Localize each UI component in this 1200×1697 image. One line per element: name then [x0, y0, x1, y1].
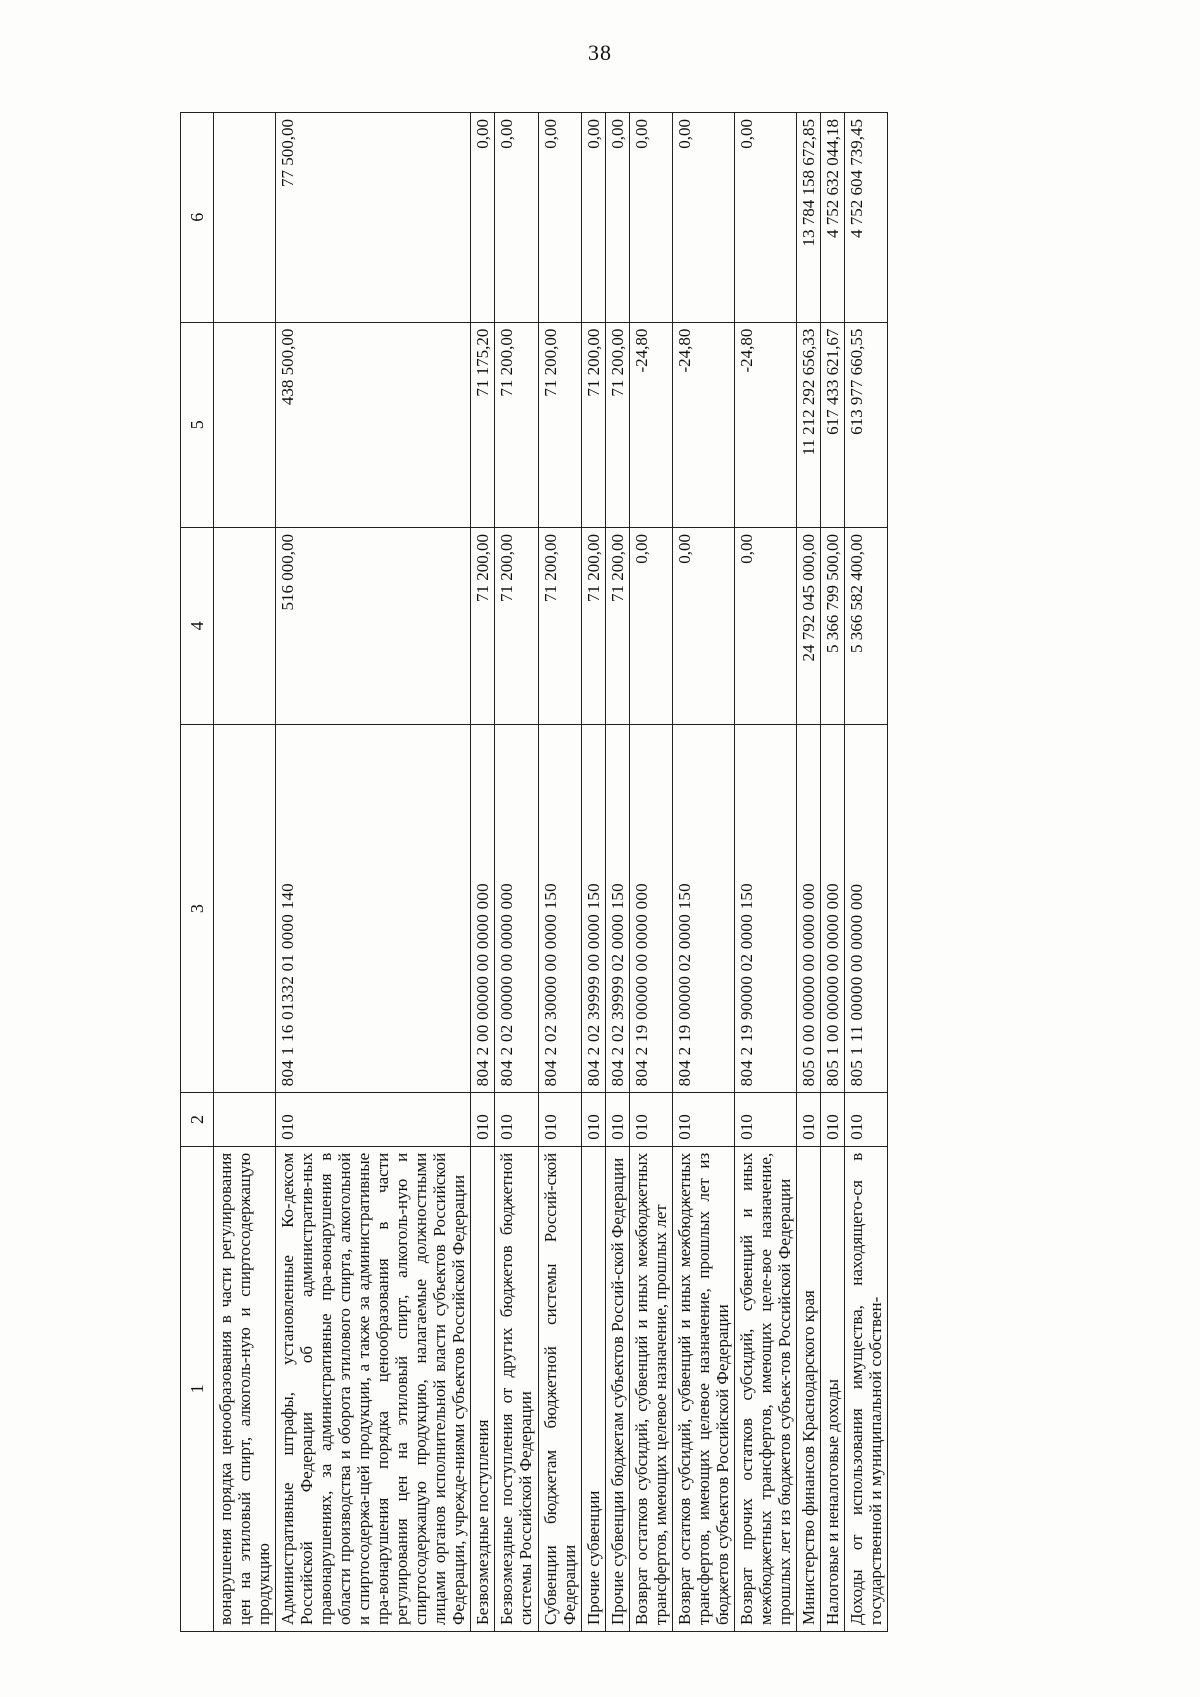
row-line-code: 010 — [581, 1093, 605, 1146]
row-unexecuted: 4 752 604 739,45 — [844, 113, 887, 323]
row-line-code: 010 — [820, 1093, 844, 1146]
row-line-code: 010 — [796, 1093, 820, 1146]
row-executed: 617 433 621,67 — [820, 322, 844, 527]
row-unexecuted: 0,00 — [605, 113, 629, 323]
row-executed: 71 200,00 — [495, 322, 538, 527]
table-row — [471, 113, 495, 1632]
row-executed: -24,80 — [734, 322, 796, 527]
table-row — [844, 113, 887, 1632]
table-row — [538, 113, 581, 1632]
table-header — [181, 113, 214, 1632]
row-line-code: 010 — [276, 1093, 471, 1146]
row-budget-code — [214, 724, 276, 1092]
row-line-code: 010 — [538, 1093, 581, 1146]
row-name: Возврат остатков субсидий, субвенций и иных межбюджетных трансфертов, имеющих целевое назначение, прошлых лет из бюджетов субъектов Российской Федерации — [672, 1146, 734, 1631]
table-row — [820, 113, 844, 1632]
row-budget-code: 805 1 00 00000 00 0000 000 — [820, 724, 844, 1092]
header-col-5: 5 — [181, 322, 214, 527]
row-name: Безвозмездные поступления — [471, 1146, 495, 1631]
row-approved: 0,00 — [734, 527, 796, 724]
row-approved: 71 200,00 — [495, 527, 538, 724]
row-executed: 71 200,00 — [581, 322, 605, 527]
row-approved: 5 366 582 400,00 — [844, 527, 887, 724]
row-budget-code: 804 2 02 39999 00 0000 150 — [581, 724, 605, 1092]
row-budget-code: 804 2 00 00000 00 0000 000 — [471, 724, 495, 1092]
row-unexecuted: 0,00 — [734, 113, 796, 323]
header-col-4: 4 — [181, 527, 214, 724]
header-col-3: 3 — [181, 724, 214, 1092]
row-approved: 5 366 799 500,00 — [820, 527, 844, 724]
row-name: Возврат остатков субсидий, субвенций и иных межбюджетных трансфертов, имеющих целевое назначение, прошлых лет — [629, 1146, 672, 1631]
row-budget-code: 804 2 02 30000 00 0000 150 — [538, 724, 581, 1092]
table-row — [605, 113, 629, 1632]
row-line-code: 010 — [471, 1093, 495, 1146]
row-executed: 71 175,20 — [471, 322, 495, 527]
row-executed: 71 200,00 — [538, 322, 581, 527]
row-executed — [214, 322, 276, 527]
row-unexecuted: 0,00 — [471, 113, 495, 323]
row-line-code — [214, 1093, 276, 1146]
row-approved: 516 000,00 — [276, 527, 471, 724]
row-budget-code: 804 1 16 01332 01 0000 140 — [276, 724, 471, 1092]
row-budget-code: 805 0 00 00000 00 0000 000 — [796, 724, 820, 1092]
row-line-code: 010 — [734, 1093, 796, 1146]
row-approved: 71 200,00 — [538, 527, 581, 724]
row-executed: 11 212 292 656,33 — [796, 322, 820, 527]
row-name: Прочие субвенции — [581, 1146, 605, 1631]
row-budget-code: 804 2 19 00000 02 0000 150 — [672, 724, 734, 1092]
row-name: Министерство финансов Краснодарского края — [796, 1146, 820, 1631]
row-name: Безвозмездные поступления от других бюджетов бюджетной системы Российской Федерации — [495, 1146, 538, 1631]
table-body — [214, 113, 888, 1632]
table-row — [629, 113, 672, 1632]
rotated-table-area — [180, 112, 1200, 1625]
row-unexecuted — [214, 113, 276, 323]
header-row — [181, 113, 214, 1632]
row-unexecuted: 4 752 632 044,18 — [820, 113, 844, 323]
row-approved — [214, 527, 276, 724]
row-unexecuted: 0,00 — [629, 113, 672, 323]
row-unexecuted: 77 500,00 — [276, 113, 471, 323]
row-unexecuted: 0,00 — [538, 113, 581, 323]
rotated-table-frame — [180, 112, 1100, 1632]
table-row — [214, 113, 276, 1632]
row-unexecuted: 0,00 — [672, 113, 734, 323]
table-row — [495, 113, 538, 1632]
row-executed: -24,80 — [672, 322, 734, 527]
row-name: Налоговые и неналоговые доходы — [820, 1146, 844, 1631]
row-name: вонарушения порядка ценообразования в части регулирования цен на этиловый спирт, алкоголь-ную и спиртосодержащую продукцию — [214, 1146, 276, 1631]
row-name: Возврат прочих остатков субсидий, субвенций и иных межбюджетных трансфертов, имеющих целе-вое назначение, прошлых лет из бюджетов субъек-тов Российской Федерации — [734, 1146, 796, 1631]
row-name: Прочие субвенции бюджетам субъектов Россий-ской Федерации — [605, 1146, 629, 1631]
row-line-code: 010 — [495, 1093, 538, 1146]
row-unexecuted: 0,00 — [495, 113, 538, 323]
row-line-code: 010 — [629, 1093, 672, 1146]
row-executed: 438 500,00 — [276, 322, 471, 527]
row-line-code: 010 — [605, 1093, 629, 1146]
revenue-table — [180, 112, 888, 1632]
row-executed: -24,80 — [629, 322, 672, 527]
row-unexecuted: 13 784 158 672,85 — [796, 113, 820, 323]
row-executed: 71 200,00 — [605, 322, 629, 527]
row-name: Доходы от использования имущества, находящего-ся в государственной и муниципальной собствен- — [844, 1146, 887, 1631]
row-budget-code: 805 1 11 00000 00 0000 000 — [844, 724, 887, 1092]
row-approved: 71 200,00 — [581, 527, 605, 724]
table-row — [734, 113, 796, 1632]
row-name: Административные штрафы, установленные Ко-дексом Российской Федерации об административ-ных правонарушениях, за административные пра-вонарушения в области производства и оборота этилового спирта, алкогольной и спиртосодержа-щей продукции, а также за административные пра-вонарушения порядка ценообразования в части регулирования цен на этиловый спирт, алкоголь-ную и спиртосодержащую продукцию, налагаемые должностными лицами органов исполнительной власти субъектов Российской Федерации, учрежде-ниями субъектов Российской Федерации — [276, 1146, 471, 1631]
row-approved: 0,00 — [672, 527, 734, 724]
row-approved: 71 200,00 — [605, 527, 629, 724]
table-row — [276, 113, 471, 1632]
table-row — [796, 113, 820, 1632]
row-line-code: 010 — [672, 1093, 734, 1146]
header-col-1: 1 — [181, 1146, 214, 1631]
row-executed: 613 977 660,55 — [844, 322, 887, 527]
row-approved: 71 200,00 — [471, 527, 495, 724]
table-row — [581, 113, 605, 1632]
header-col-2: 2 — [181, 1093, 214, 1146]
page-number: 38 — [588, 40, 612, 65]
header-col-6: 6 — [181, 113, 214, 323]
row-budget-code: 804 2 02 39999 02 0000 150 — [605, 724, 629, 1092]
row-name: Субвенции бюджетам бюджетной системы Россий-ской Федерации — [538, 1146, 581, 1631]
row-budget-code: 804 2 19 90000 02 0000 150 — [734, 724, 796, 1092]
table-row — [672, 113, 734, 1632]
row-approved: 24 792 045 000,00 — [796, 527, 820, 724]
row-budget-code: 804 2 02 00000 00 0000 000 — [495, 724, 538, 1092]
row-line-code: 010 — [844, 1093, 887, 1146]
row-unexecuted: 0,00 — [581, 113, 605, 323]
row-budget-code: 804 2 19 00000 00 0000 000 — [629, 724, 672, 1092]
row-approved: 0,00 — [629, 527, 672, 724]
